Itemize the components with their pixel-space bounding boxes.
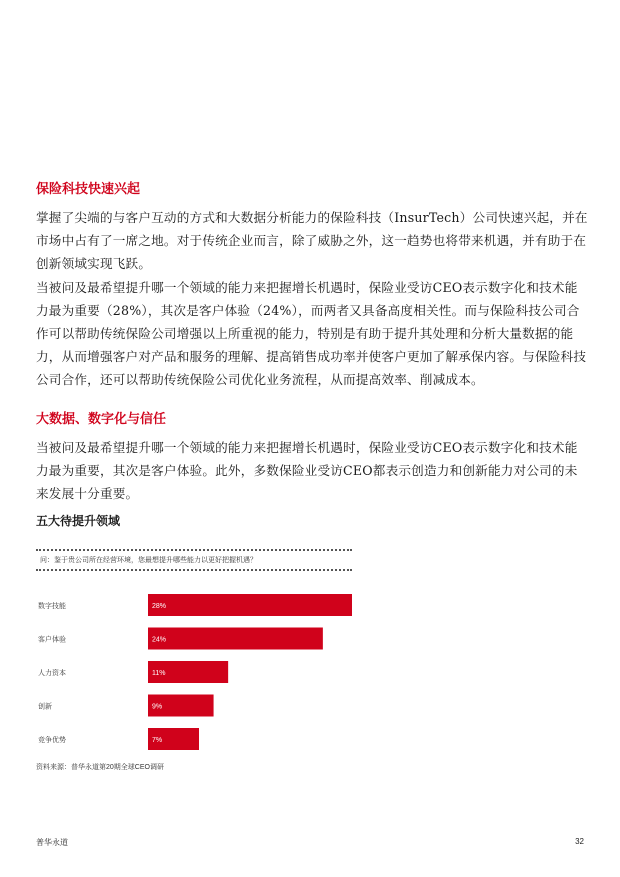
- chart-title: 五大待提升领域: [36, 514, 121, 528]
- data-label: 9%: [152, 703, 163, 711]
- footer-brand: 普华永道: [36, 838, 68, 847]
- chart-source: 资料来源：普华永道第20期全球CEO调研: [36, 764, 164, 771]
- data-label: 28%: [152, 603, 167, 610]
- data-label: 11%: [152, 670, 166, 677]
- paragraph-ceo-survey: 当被问及最希望提升哪一个领域的能力来把握增长机遇时，保险业受访CEO表示数字化和技术能力最为重要（28%），其次是客户体验（24%），而两者又具备高度相关性。而与保险科技公司合作可以帮助传统保险公司增强以上所重视的能力，特别是有助于提升其处理和分析大量数据的能力，从而增强客户对产品和服务的理解、提高销售成功率并使客户更加了解承保内容。与保险科技公司合作，还可以帮助传统保险公司优化业务流程，从而提高效率、削减成本。: [36, 280, 587, 387]
- category-label: 人力资本: [38, 670, 66, 677]
- section-heading-insurtech: 保险科技快速兴起: [36, 181, 141, 196]
- category-label: 创新: [38, 703, 52, 711]
- footer-page-number: 32: [575, 837, 584, 846]
- bar: [148, 628, 323, 650]
- category-label: 竞争优势: [38, 737, 66, 744]
- chart-question: 问：鉴于贵公司所在经营环境，您最想提升哪些能力以更好把握机遇？: [40, 557, 257, 564]
- paragraph-bigdata: 当被问及最希望提升哪一个领域的能力来把握增长机遇时，保险业受访CEO表示数字化和技术能力最为重要，其次是客户体验。此外，多数保险业受访CEO都表示创造力和创新能力对公司的未来发展十分重要。: [36, 440, 578, 501]
- data-label: 24%: [152, 636, 167, 644]
- data-label: 7%: [152, 737, 163, 744]
- bar: [148, 594, 352, 616]
- category-label: 客户体验: [38, 636, 66, 644]
- section-heading-bigdata: 大数据、数字化与信任: [36, 411, 167, 426]
- category-label: 数字技能: [38, 603, 66, 610]
- paragraph-insurtech-intro: 掌握了尖端的与客户互动的方式和大数据分析能力的保险科技（InsurTech）公司快速兴起，并在市场中占有了一席之地。对于传统企业而言，除了威胁之外，这一趋势也将带来机遇，并有助于在创新领域实现飞跃。: [36, 210, 588, 271]
